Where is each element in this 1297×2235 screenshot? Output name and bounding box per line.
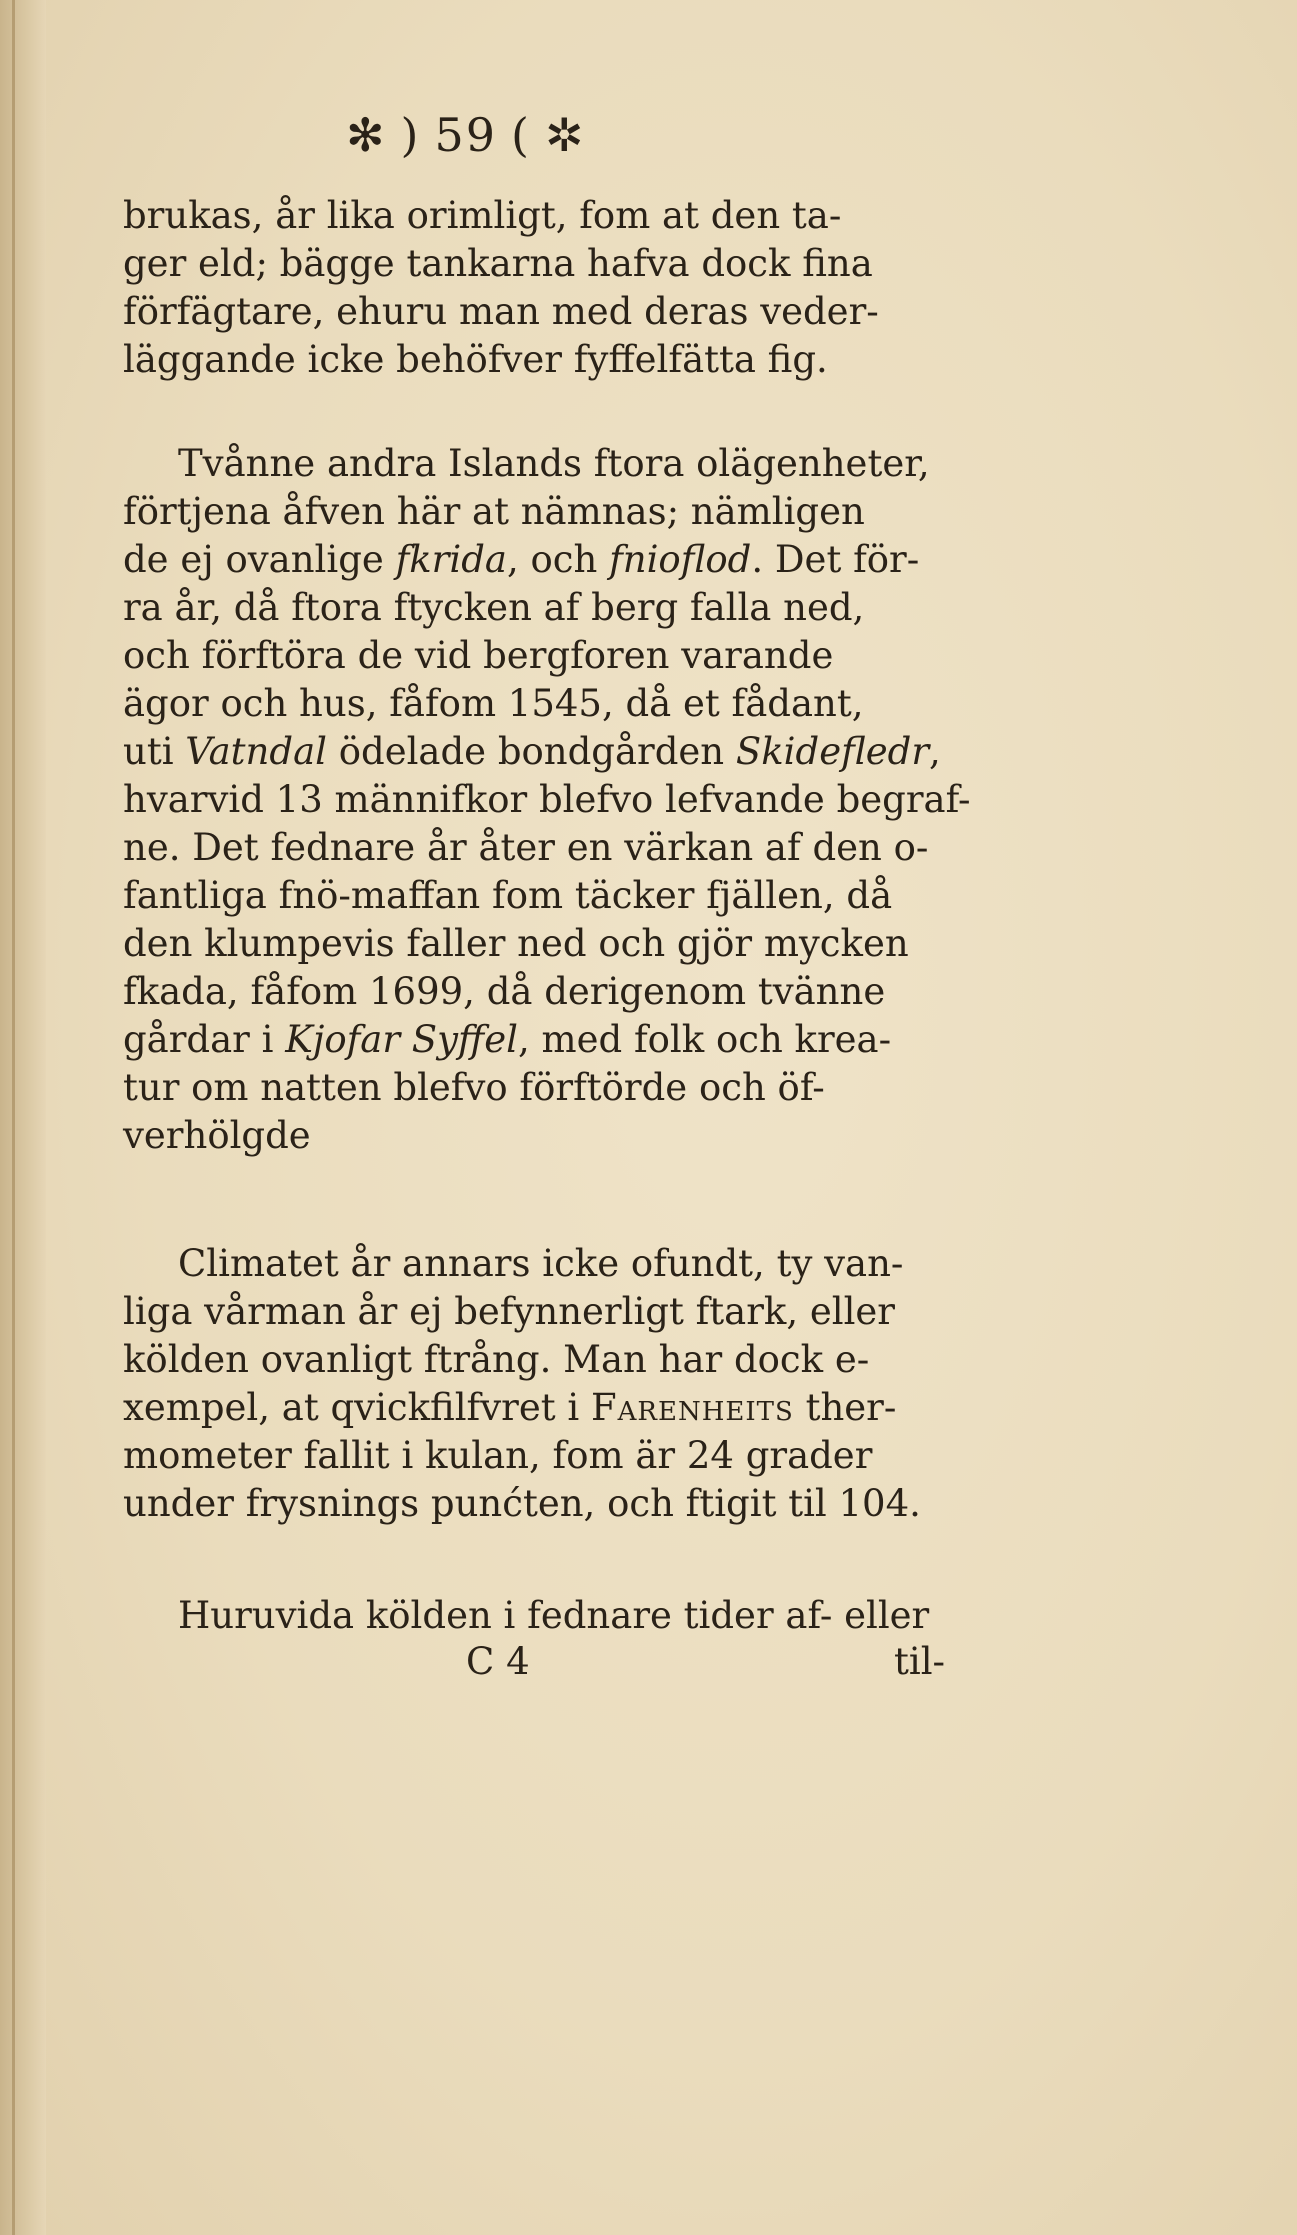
italic-term-snioflod: fnioflod bbox=[609, 538, 752, 581]
header-right-bracket: ( bbox=[511, 108, 531, 162]
small-caps-name-farenheit: Farenheits bbox=[590, 1386, 794, 1429]
text-run: , med folk och krea- bbox=[518, 1018, 892, 1061]
catchword: til- bbox=[894, 1640, 946, 1683]
header-left-bracket: ) bbox=[400, 108, 421, 162]
text-line: Climatet år annars icke ofundt, ty van- bbox=[178, 1242, 904, 1285]
page-header bbox=[346, 105, 766, 165]
text-run: ther- bbox=[793, 1386, 897, 1429]
text-line bbox=[123, 1384, 963, 1432]
text-run: , bbox=[929, 730, 941, 773]
text-line: under frysnings punćten, och ftigit til 104. bbox=[123, 1482, 921, 1525]
text-line: fantliga fnö-maffan fom täcker fjällen, då bbox=[123, 874, 893, 917]
paragraph-3 bbox=[123, 1240, 963, 1528]
text-line bbox=[123, 536, 963, 584]
text-line: läggande icke behöfver fyffelfätta fig. bbox=[123, 338, 828, 381]
text-line: mometer fallit i kulan, fom är 24 grader bbox=[123, 1434, 873, 1477]
binding-shadow-line bbox=[12, 0, 15, 2235]
text-line: fkada, fåfom 1699, då derigenom tvänne bbox=[123, 970, 886, 1013]
book-page bbox=[46, 0, 1297, 2235]
text-run: de ej ovanlige bbox=[123, 538, 396, 581]
text-line: ägor och hus, fåfom 1545, då et fådant, bbox=[123, 682, 864, 725]
text-run: gårdar i bbox=[123, 1018, 286, 1061]
text-line: tur om natten blefvo förftörde och öf- bbox=[123, 1066, 825, 1109]
text-line: brukas, år lika orimligt, fom at den ta- bbox=[123, 194, 842, 237]
italic-place-kjofar-syffel: Kjofar Syffel bbox=[285, 1018, 519, 1061]
text-line: Tvånne andra Islands ftora olägenheter, bbox=[178, 442, 930, 485]
text-run: xempel, at qvickfilfvret i bbox=[123, 1386, 591, 1429]
book-binding-edge bbox=[0, 0, 46, 2235]
text-run: , och bbox=[506, 538, 610, 581]
text-line bbox=[123, 1016, 963, 1064]
text-line: ne. Det fednare år åter en värkan af den o- bbox=[123, 826, 929, 869]
italic-place-skidefledr: Skidefledr bbox=[735, 730, 930, 773]
paragraph-4 bbox=[123, 1592, 963, 1640]
italic-place-vatndal: Vatndal bbox=[185, 730, 327, 773]
text-line: hvarvid 13 männifkor blefvo lefvande begraf- bbox=[123, 778, 971, 821]
text-line: verhölgde bbox=[123, 1114, 311, 1157]
text-line: ra år, då ftora ftycken af berg falla ned, bbox=[123, 586, 865, 629]
text-line: liga vårman år ej befynnerligt ftark, eller bbox=[123, 1290, 895, 1333]
text-line: förtjena åfven här at nämnas; nämligen bbox=[123, 490, 865, 533]
text-line: och förftöra de vid bergforen varande bbox=[123, 634, 834, 677]
text-line: Huruvida kölden i fednare tider af- eller bbox=[178, 1594, 930, 1637]
paragraph-2 bbox=[123, 440, 971, 1160]
text-line: förfägtare, ehuru man med deras veder- bbox=[123, 290, 879, 333]
text-run: ödelade bondgården bbox=[326, 730, 736, 773]
text-run: uti bbox=[123, 730, 186, 773]
text-line: ger eld; bägge tankarna hafva dock fina bbox=[123, 242, 873, 285]
italic-term-skrida: fkrida bbox=[395, 538, 507, 581]
header-left-ornament: ✻ bbox=[346, 108, 387, 162]
text-run: . Det för- bbox=[751, 538, 920, 581]
paragraph-1 bbox=[123, 192, 963, 384]
page-number: 59 bbox=[434, 108, 498, 162]
text-line: den klumpevis faller ned och gjör mycken bbox=[123, 922, 909, 965]
text-line bbox=[123, 728, 963, 776]
printer-signature-mark: C 4 bbox=[466, 1640, 530, 1683]
text-line: kölden ovanligt ftrång. Man har dock e- bbox=[123, 1338, 870, 1381]
header-right-ornament: ✲ bbox=[545, 108, 586, 162]
